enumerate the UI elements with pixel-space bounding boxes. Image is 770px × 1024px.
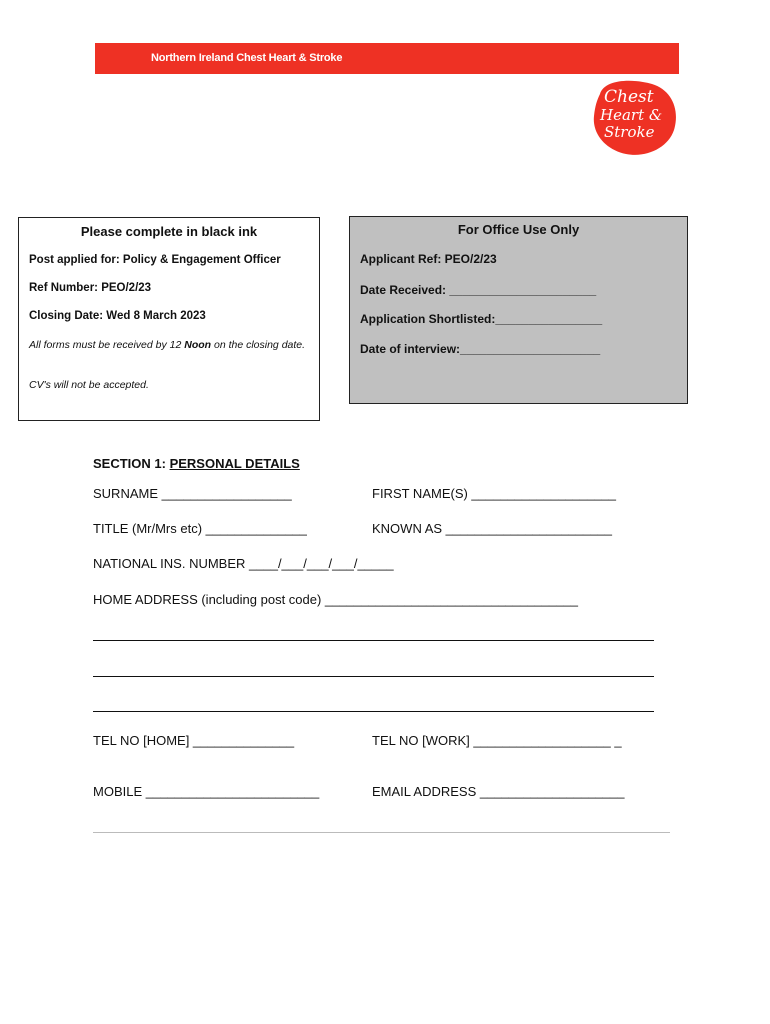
title-field[interactable]: TITLE (Mr/Mrs etc) ______________ [93, 521, 307, 536]
logo-text-line-3: Stroke [604, 123, 655, 141]
separator-line [93, 832, 670, 833]
post-applied: Post applied for: Policy & Engagement Officer [29, 254, 281, 266]
first-names-field[interactable]: FIRST NAME(S) ____________________ [372, 486, 617, 501]
logo-text-line-1: Chest [604, 87, 654, 107]
org-name: Northern Ireland Chest Heart & Stroke [151, 52, 343, 64]
header-banner [95, 43, 679, 74]
address-line-2[interactable] [93, 640, 654, 641]
date-of-interview: Date of interview:_____________________ [360, 342, 601, 356]
logo-text-line-2: Heart & [600, 106, 663, 124]
mobile-field[interactable]: MOBILE ________________________ [93, 784, 320, 799]
deadline-note: All forms must be received by 12 Noon on the closing date. [29, 339, 306, 351]
home-address-field[interactable]: HOME ADDRESS (including post code) ___________________________________ [93, 592, 578, 607]
surname-field[interactable]: SURNAME __________________ [93, 486, 292, 501]
section-1-title: SECTION 1: PERSONAL DETAILS [93, 456, 300, 471]
applicant-ref: Applicant Ref: PEO/2/23 [360, 252, 497, 266]
tel-work-field[interactable]: TEL NO [WORK] ___________________ _ [372, 733, 622, 748]
address-line-3[interactable] [93, 676, 654, 677]
address-line-4[interactable] [93, 711, 654, 712]
ref-number: Ref Number: PEO/2/23 [29, 282, 152, 294]
office-use-title: For Office Use Only [457, 222, 580, 237]
instructions-box [18, 217, 320, 421]
email-field[interactable]: EMAIL ADDRESS ____________________ [372, 784, 625, 799]
chest-heart-stroke-logo [590, 76, 678, 156]
instructions-title: Please complete in black ink [80, 224, 258, 239]
closing-date: Closing Date: Wed 8 March 2023 [29, 310, 206, 322]
date-received: Date Received: ______________________ [360, 283, 597, 297]
national-insurance-field[interactable]: NATIONAL INS. NUMBER ____/___/___/___/_____ [93, 556, 394, 571]
cv-note: CV's will not be accepted. [29, 379, 149, 391]
known-as-field[interactable]: KNOWN AS _______________________ [372, 521, 612, 536]
application-shortlisted: Application Shortlisted:________________ [360, 312, 603, 326]
office-use-box [349, 216, 688, 404]
tel-home-field[interactable]: TEL NO [HOME] ______________ [93, 733, 295, 748]
